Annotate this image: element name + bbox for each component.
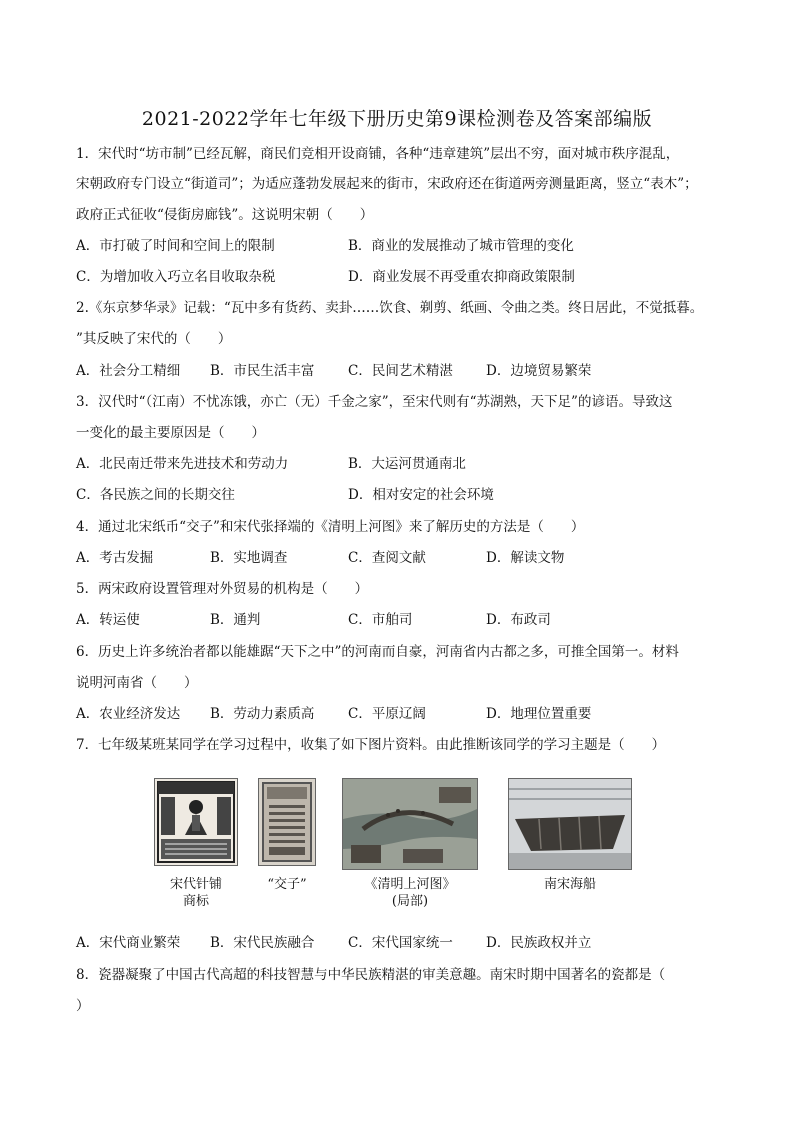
question-7-option-b: B．宋代民族融合 bbox=[210, 935, 315, 951]
caption-qingming-line-1: 《清明上河图》 bbox=[364, 877, 456, 892]
question-5-option-a: A．转运使 bbox=[76, 612, 140, 628]
question-5-option-c: C．市舶司 bbox=[348, 612, 413, 628]
question-6-line-2: 说明河南省（ ） bbox=[76, 675, 198, 691]
qingming-scroll-image bbox=[342, 778, 478, 870]
jiaozi-banknote-image bbox=[258, 778, 316, 866]
question-1-option-c: C．为增加收入巧立名目收取杂税 bbox=[76, 269, 276, 285]
question-7-image-row bbox=[150, 778, 640, 908]
question-1-line-1: 1．宋代时“坊市制”已经瓦解，商民们竞相开设商铺，各种“违章建筑”层出不穷，面对城市秩序混乱， bbox=[76, 146, 680, 162]
question-1-line-3: 政府正式征收“侵街房廊钱”。这说明宋朝（ ） bbox=[76, 207, 374, 223]
question-2-option-b: B．市民生活丰富 bbox=[210, 363, 315, 379]
page-title: 2021-2022学年七年级下册历史第9课检测卷及答案部编版 bbox=[141, 108, 653, 130]
question-2-line-2: ”其反映了宋代的（ ） bbox=[76, 331, 232, 347]
question-3-option-d: D．相对安定的社会环境 bbox=[348, 487, 494, 503]
question-7-option-d: D．民族政权并立 bbox=[486, 935, 592, 951]
song-ship-image bbox=[508, 778, 632, 870]
question-3-option-a: A．北民南迁带来先进技术和劳动力 bbox=[76, 456, 289, 472]
question-6-option-a: A．农业经济发达 bbox=[76, 706, 181, 722]
question-8-line-2: ） bbox=[76, 998, 90, 1014]
question-6-option-c: C．平原辽阔 bbox=[348, 706, 426, 722]
question-8-line-1: 8．瓷器凝聚了中国古代高超的科技智慧与中华民族精湛的审美意趣。南宋时期中国著名的瓷都是（ bbox=[76, 967, 666, 983]
question-1-line-2: 宋朝政府专门设立“街道司”；为适应蓬勃发展起来的街市，宋政府还在街道两旁测量距离，竖立“表木”； bbox=[76, 176, 698, 192]
question-3-option-c: C．各民族之间的长期交往 bbox=[76, 487, 235, 503]
question-4-line-1: 4．通过北宋纸币“交子”和宋代张择端的《清明上河图》来了解历史的方法是（ ） bbox=[76, 519, 585, 535]
caption-needle-shop-line-2: 商标 bbox=[182, 894, 209, 909]
needle-shop-trademark-image bbox=[154, 778, 238, 866]
caption-qingming-line-2: (局部) bbox=[391, 894, 429, 909]
question-6-option-b: B．劳动力素质高 bbox=[210, 706, 315, 722]
question-2-option-a: A．社会分工精细 bbox=[76, 363, 181, 379]
question-1-option-a: A．市打破了时间和空间上的限制 bbox=[76, 238, 275, 254]
caption-jiaozi: “交子” bbox=[267, 877, 307, 892]
question-2-option-d: D．边境贸易繁荣 bbox=[486, 363, 592, 379]
question-7-option-c: C．宋代国家统一 bbox=[348, 935, 453, 951]
question-4-option-d: D．解读文物 bbox=[486, 550, 565, 566]
question-5-line-1: 5．两宋政府设置管理对外贸易的机构是（ ） bbox=[76, 581, 369, 597]
question-6-option-d: D．地理位置重要 bbox=[486, 706, 592, 722]
question-1-option-d: D．商业发展不再受重农抑商政策限制 bbox=[348, 269, 575, 285]
question-2-line-1: 2.《东京梦华录》记载：“瓦中多有货药、卖卦……饮食、剃剪、纸画、令曲之类。终日居此，不觉抵暮。 bbox=[76, 300, 704, 316]
question-3-line-1: 3．汉代时“（江南）不忧冻饿，亦亡（无）千金之家”，至宋代则有“苏湖熟，天下足”的谚语。导致这 bbox=[76, 394, 673, 410]
question-7-line-1: 7．七年级某班某同学在学习过程中，收集了如下图片资料。由此推断该同学的学习主题是（ ） bbox=[76, 737, 666, 753]
caption-needle-shop-line-1: 宋代针铺 bbox=[169, 877, 222, 892]
question-6-line-1: 6．历史上许多统治者都以能雄踞“天下之中”的河南而自豪，河南省内古都之多，可推全国第一。材料 bbox=[76, 644, 679, 660]
question-3-option-b: B．大运河贯通南北 bbox=[348, 456, 466, 472]
question-1-option-b: B．商业的发展推动了城市管理的变化 bbox=[348, 238, 574, 254]
question-5-option-d: D．布政司 bbox=[486, 612, 551, 628]
question-4-option-a: A．考古发掘 bbox=[76, 550, 154, 566]
question-3-line-2: 一变化的最主要原因是（ ） bbox=[76, 425, 265, 441]
question-4-option-b: B．实地调查 bbox=[210, 550, 288, 566]
question-7-option-a: A．宋代商业繁荣 bbox=[76, 935, 181, 951]
question-2-option-c: C．民间艺术精湛 bbox=[348, 363, 453, 379]
question-4-option-c: C．查阅文献 bbox=[348, 550, 426, 566]
caption-song-ship: 南宋海船 bbox=[543, 877, 596, 892]
question-5-option-b: B．通判 bbox=[210, 612, 261, 628]
